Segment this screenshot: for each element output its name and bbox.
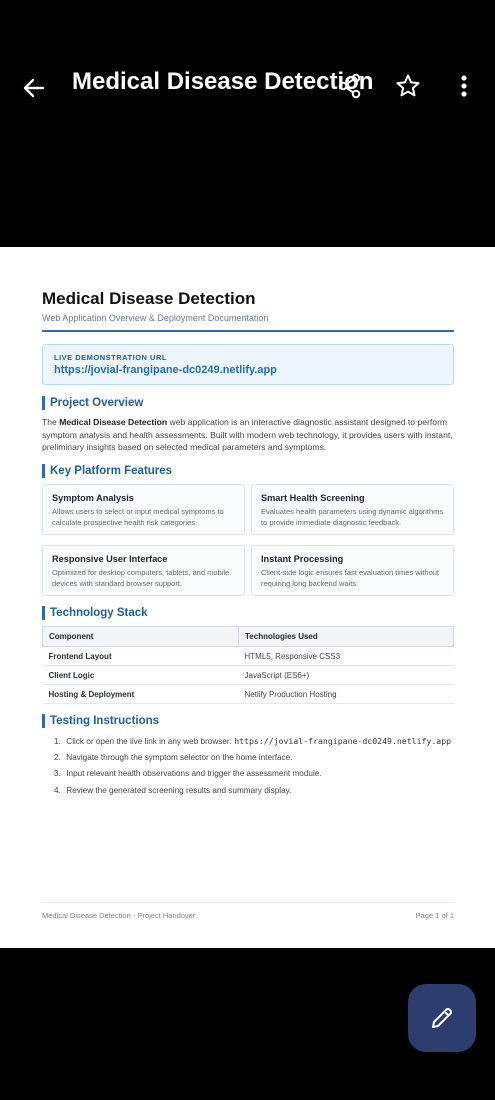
- step-number: 1.: [54, 737, 61, 746]
- list-item: [54, 785, 454, 802]
- title-divider: [42, 330, 454, 332]
- overview-text-start: The: [42, 417, 60, 427]
- table-row: [43, 666, 454, 685]
- step-text: Review the generated screening results and summary display.: [66, 785, 292, 795]
- document-page[interactable]: [0, 247, 495, 948]
- table-cell: Client Logic: [43, 666, 239, 685]
- table-row: [43, 647, 454, 666]
- feature-description: Client-side logic ensures fast evaluation times without requiring long backend waits.: [261, 568, 440, 588]
- table-cell: JavaScript (ES6+): [239, 666, 454, 685]
- live-url-link[interactable]: https://jovial-frangipane-dc0249.netlify.app: [54, 364, 277, 376]
- footer-project-label: Medical Disease Detection - Project Handover: [42, 911, 196, 920]
- table-header-cell: Component: [43, 627, 239, 647]
- live-url-box: [42, 344, 454, 385]
- overview-text-rest: web application is an interactive diagnostic assistant designed to perform symptom analysis and health assessments. Built with modern web technology, it provides users with instant, preliminary insights based on selected medical parameters and symptoms.: [42, 417, 453, 452]
- step-text: Input relevant health observations and trigger the assessment module.: [66, 769, 322, 778]
- more-options-button[interactable]: [444, 66, 484, 106]
- tech-stack-table: [42, 626, 454, 704]
- list-item: [54, 752, 454, 769]
- feature-description: Optimized for desktop computers, tablets, and mobile devices with standard browser support.: [52, 568, 230, 588]
- table-header-row: [43, 627, 454, 647]
- section-heading-testing: Testing Instructions: [42, 714, 159, 728]
- table-cell: Hosting & Deployment: [43, 685, 239, 704]
- arrow-left-icon: [23, 77, 45, 99]
- table-header-cell: Technologies Used: [239, 627, 454, 647]
- top-app-bar: [0, 58, 495, 116]
- star-button[interactable]: [388, 66, 428, 106]
- share-icon: [337, 73, 363, 99]
- step-number: 4.: [54, 785, 61, 795]
- feature-card: [42, 484, 245, 535]
- table-row: [43, 685, 454, 704]
- overview-paragraph: [42, 416, 454, 454]
- overview-text-bold: Medical Disease Detection: [59, 417, 168, 427]
- feature-card: [251, 545, 454, 596]
- share-button[interactable]: [330, 66, 370, 106]
- document-title: Medical Disease Detection: [72, 68, 374, 95]
- edit-pencil-icon: [429, 1005, 455, 1031]
- footer-divider: [42, 902, 454, 903]
- page-subtitle: Web Application Overview & Deployment Documentation: [42, 313, 269, 323]
- list-item: [54, 735, 454, 752]
- step-number: 3.: [54, 769, 61, 778]
- section-heading-features: Key Platform Features: [42, 464, 172, 478]
- table-cell: HTML5, Responsive CSS3: [239, 647, 454, 666]
- feature-title: Instant Processing: [261, 554, 344, 564]
- section-heading-tech: Technology Stack: [42, 606, 148, 620]
- feature-card: [42, 545, 245, 596]
- feature-description: Evaluates health parameters using dynamic algorithms to provide immediate diagnostic feedback.: [261, 507, 444, 527]
- section-heading-overview: Project Overview: [42, 396, 143, 410]
- step-number: 2.: [54, 752, 61, 762]
- star-outline-icon: [395, 73, 421, 99]
- testing-steps-list: [54, 735, 454, 801]
- back-button[interactable]: [14, 68, 54, 108]
- table-cell: Frontend Layout: [43, 647, 239, 666]
- step-text: Click or open the live link in any web browser:: [66, 737, 235, 746]
- step-text: Navigate through the symptom selector on the home interface.: [66, 752, 293, 762]
- footer-page-number: Page 1 of 1: [415, 911, 454, 920]
- feature-card: [251, 484, 454, 535]
- edit-fab-button[interactable]: [408, 984, 476, 1052]
- feature-title: Smart Health Screening: [261, 493, 365, 503]
- list-item: [54, 768, 454, 785]
- step-url-code[interactable]: https://jovial-frangipane-dc0249.netlify.app: [234, 736, 452, 746]
- feature-title: Symptom Analysis: [52, 493, 134, 503]
- table-cell: Netlify Production Hosting: [239, 685, 454, 704]
- feature-description: Allows users to select or input medical symptoms to calculate prospective health risk categories.: [52, 507, 224, 527]
- page-title: Medical Disease Detection: [42, 289, 256, 308]
- live-url-label: LIVE DEMONSTRATION URL: [54, 353, 167, 362]
- feature-title: Responsive User Interface: [52, 554, 168, 564]
- more-vertical-icon: [460, 74, 468, 98]
